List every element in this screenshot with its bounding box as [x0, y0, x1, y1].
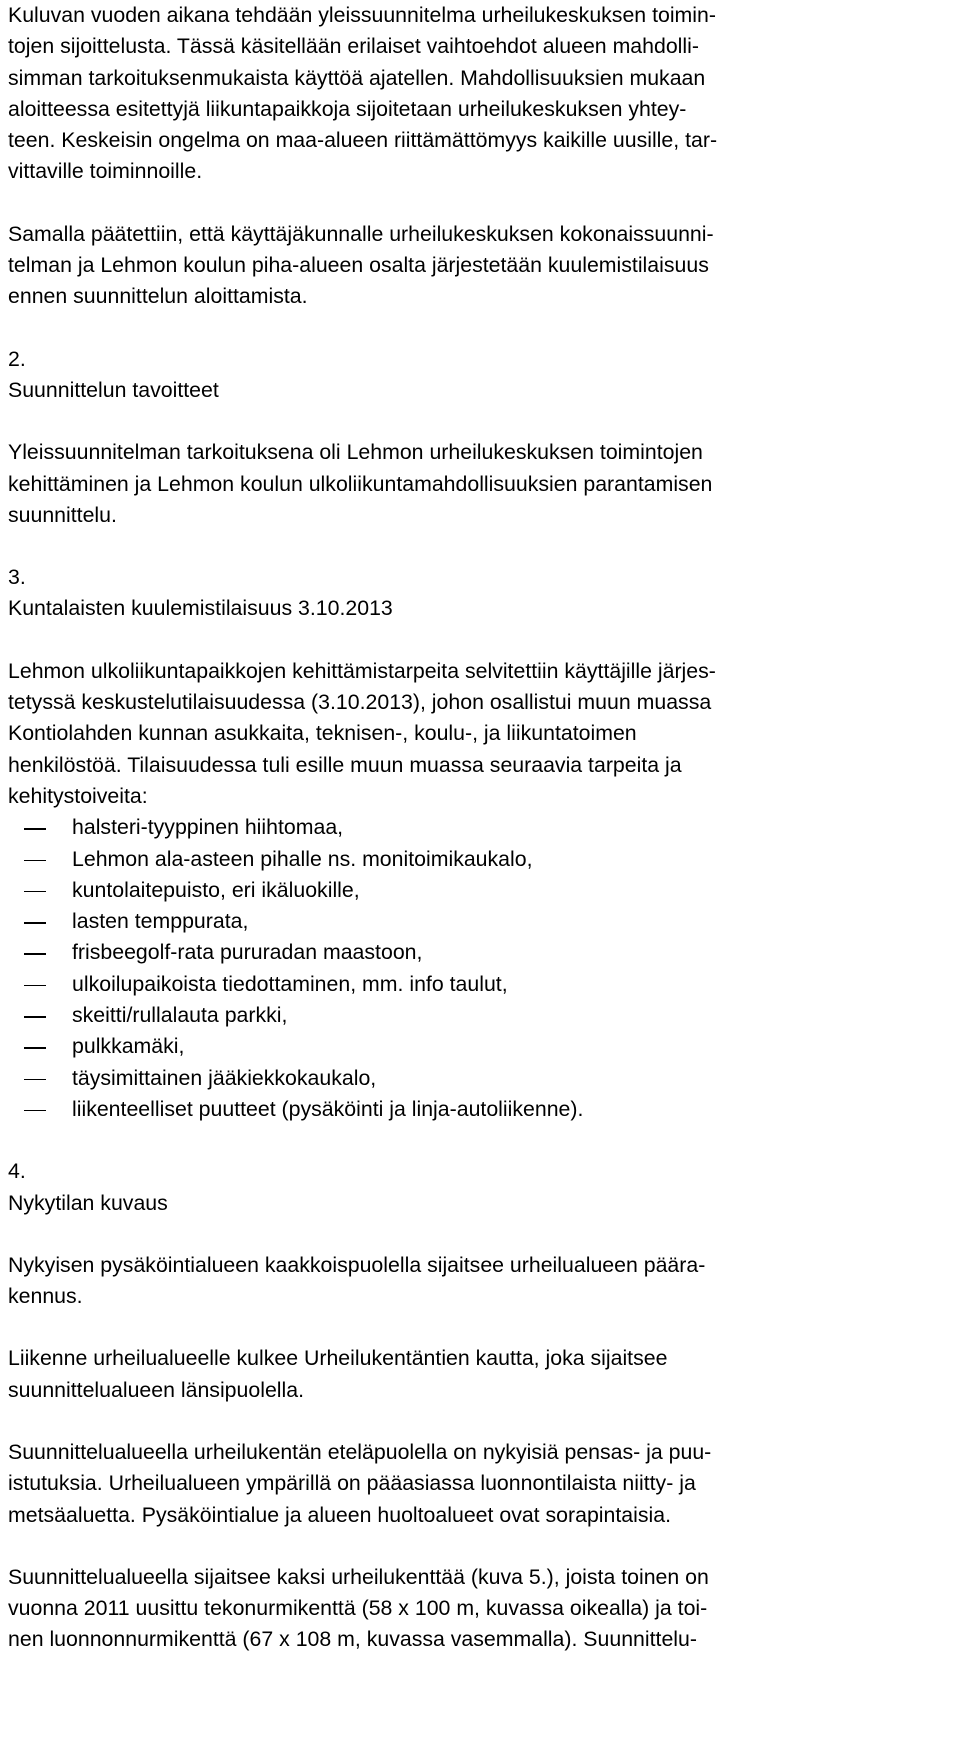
- text-line: henkilöstöä. Tilaisuudessa tuli esille muun muassa seuraavia tarpeita ja: [8, 752, 682, 777]
- text-line: ennen suunnittelun aloittamista.: [8, 284, 308, 309]
- text-line: Kontiolahden kunnan asukkaita, teknisen-, koulu-, ja liikuntatoimen: [8, 721, 637, 746]
- spacer: [8, 1219, 954, 1250]
- section-4-paragraph-3: [8, 1437, 954, 1531]
- dash-bullet-icon: [24, 953, 46, 955]
- section-3-number: 3.: [8, 565, 26, 590]
- dash-bullet-icon: [24, 1079, 46, 1081]
- text-line: suunnittelu.: [8, 502, 117, 527]
- spacer: [8, 625, 954, 656]
- list-item: [8, 844, 954, 875]
- text-line: Samalla päätettiin, että käyttäjäkunnalle urheilukeskuksen kokonaissuunni-: [8, 221, 714, 246]
- text-line: nen luonnonnurmikenttä (67 x 108 m, kuvassa vasemmalla). Suunnittelu-: [8, 1627, 697, 1652]
- spacer: [8, 531, 954, 562]
- dash-bullet-icon: [24, 985, 46, 987]
- intro-paragraph-1: [8, 0, 954, 188]
- spacer: [8, 1312, 954, 1343]
- spacer: [8, 1531, 954, 1562]
- list-item: [8, 969, 954, 1000]
- text-line: Liikenne urheilualueelle kulkee Urheilukentäntien kautta, joka sijaitsee: [8, 1346, 668, 1371]
- dash-bullet-icon: [24, 1016, 46, 1018]
- text-line: simman tarkoituksenmukaista käyttöä ajatellen. Mahdollisuuksien mukaan: [8, 65, 706, 90]
- list-item: [8, 1063, 954, 1094]
- text-line: tojen sijoittelusta. Tässä käsitellään erilaiset vaihtoehdot alueen mahdolli-: [8, 34, 699, 59]
- list-item-text: liikenteelliset puutteet (pysäköinti ja linja-autoliikenne).: [72, 1096, 584, 1121]
- spacer: [8, 1125, 954, 1156]
- spacer: [8, 313, 954, 344]
- dash-bullet-icon: [24, 828, 46, 830]
- text-line: tetyssä keskustelutilaisuudessa (3.10.2013), johon osallistui muun muassa: [8, 690, 712, 715]
- spacer: [8, 188, 954, 219]
- text-line: istutuksia. Urheilualueen ympärillä on pääasiassa luonnontilaista niitty- ja: [8, 1471, 696, 1496]
- section-4-title: Nykytilan kuvaus: [8, 1190, 168, 1215]
- list-item: [8, 1000, 954, 1031]
- text-line: Suunnittelualueella urheilukentän eteläpuolella on nykyisiä pensas- ja puu-: [8, 1439, 712, 1464]
- list-item-text: Lehmon ala-asteen pihalle ns. monitoimikaukalo,: [72, 846, 533, 871]
- text-line: vuonna 2011 uusittu tekonurmikenttä (58 x 100 m, kuvassa oikealla) ja toi-: [8, 1596, 708, 1621]
- text-line: Lehmon ulkoliikuntapaikkojen kehittämistarpeita selvitettiin käyttäjille järjes-: [8, 658, 716, 683]
- list-item-text: skeitti/rullalauta parkki,: [72, 1003, 288, 1028]
- spacer: [8, 1406, 954, 1437]
- text-line: telman ja Lehmon koulun piha-alueen osalta järjestetään kuulemistilaisuus: [8, 253, 709, 278]
- list-item: [8, 1094, 954, 1125]
- section-4-paragraph-2: [8, 1343, 954, 1406]
- list-item: [8, 875, 954, 906]
- text-line: kehitystoiveita:: [8, 783, 148, 808]
- section-4-paragraph-4: [8, 1562, 954, 1656]
- text-line: metsäaluetta. Pysäköintialue ja alueen huoltoalueet ovat sorapintaisia.: [8, 1502, 672, 1527]
- dash-bullet-icon: [24, 860, 46, 862]
- dash-bullet-icon: [24, 1047, 46, 1049]
- intro-paragraph-2: [8, 219, 954, 313]
- needs-list: [8, 812, 954, 1125]
- section-2-number: 2.: [8, 346, 26, 371]
- text-line: teen. Keskeisin ongelma on maa-alueen riittämättömyys kaikille uusille, tar-: [8, 128, 718, 153]
- dash-bullet-icon: [24, 1110, 46, 1112]
- text-line: kennus.: [8, 1284, 83, 1309]
- text-line: Nykyisen pysäköintialueen kaakkoispuolella sijaitsee urheilualueen päära-: [8, 1252, 706, 1277]
- list-item-text: halsteri-tyyppinen hiihtomaa,: [72, 815, 344, 840]
- section-2-title: Suunnittelun tavoitteet: [8, 377, 219, 402]
- text-line: vittaville toiminnoille.: [8, 159, 203, 184]
- list-item-text: ulkoilupaikoista tiedottaminen, mm. info taulut,: [72, 971, 508, 996]
- list-item-text: pulkkamäki,: [72, 1034, 185, 1059]
- text-line: kehittäminen ja Lehmon koulun ulkoliikuntamahdollisuuksien parantamisen: [8, 471, 713, 496]
- section-3-paragraph: [8, 656, 954, 812]
- list-item-text: frisbeegolf-rata pururadan maastoon,: [72, 940, 423, 965]
- list-item-text: kuntolaitepuisto, eri ikäluokille,: [72, 877, 360, 902]
- dash-bullet-icon: [24, 922, 46, 924]
- list-item: [8, 937, 954, 968]
- dash-bullet-icon: [24, 891, 46, 893]
- section-4-paragraph-1: [8, 1250, 954, 1313]
- text-line: Kuluvan vuoden aikana tehdään yleissuunnitelma urheilukeskuksen toimin-: [8, 3, 716, 27]
- list-item: [8, 812, 954, 843]
- document-page: [8, 0, 954, 1656]
- text-line: Yleissuunnitelman tarkoituksena oli Lehmon urheilukeskuksen toimintojen: [8, 440, 703, 465]
- spacer: [8, 406, 954, 437]
- text-line: aloitteessa esitettyjä liikuntapaikkoja sijoitetaan urheilukeskuksen yhtey-: [8, 96, 687, 121]
- list-item-text: lasten temppurata,: [72, 909, 249, 934]
- list-item: [8, 1031, 954, 1062]
- section-3-title: Kuntalaisten kuulemistilaisuus 3.10.2013: [8, 596, 393, 621]
- list-item-text: täysimittainen jääkiekkokaukalo,: [72, 1065, 377, 1090]
- text-line: suunnittelualueen länsipuolella.: [8, 1377, 305, 1402]
- section-4-number: 4.: [8, 1159, 26, 1184]
- text-line: Suunnittelualueella sijaitsee kaksi urheilukenttää (kuva 5.), joista toinen on: [8, 1564, 709, 1589]
- list-item: [8, 906, 954, 937]
- section-2-paragraph: [8, 437, 954, 531]
